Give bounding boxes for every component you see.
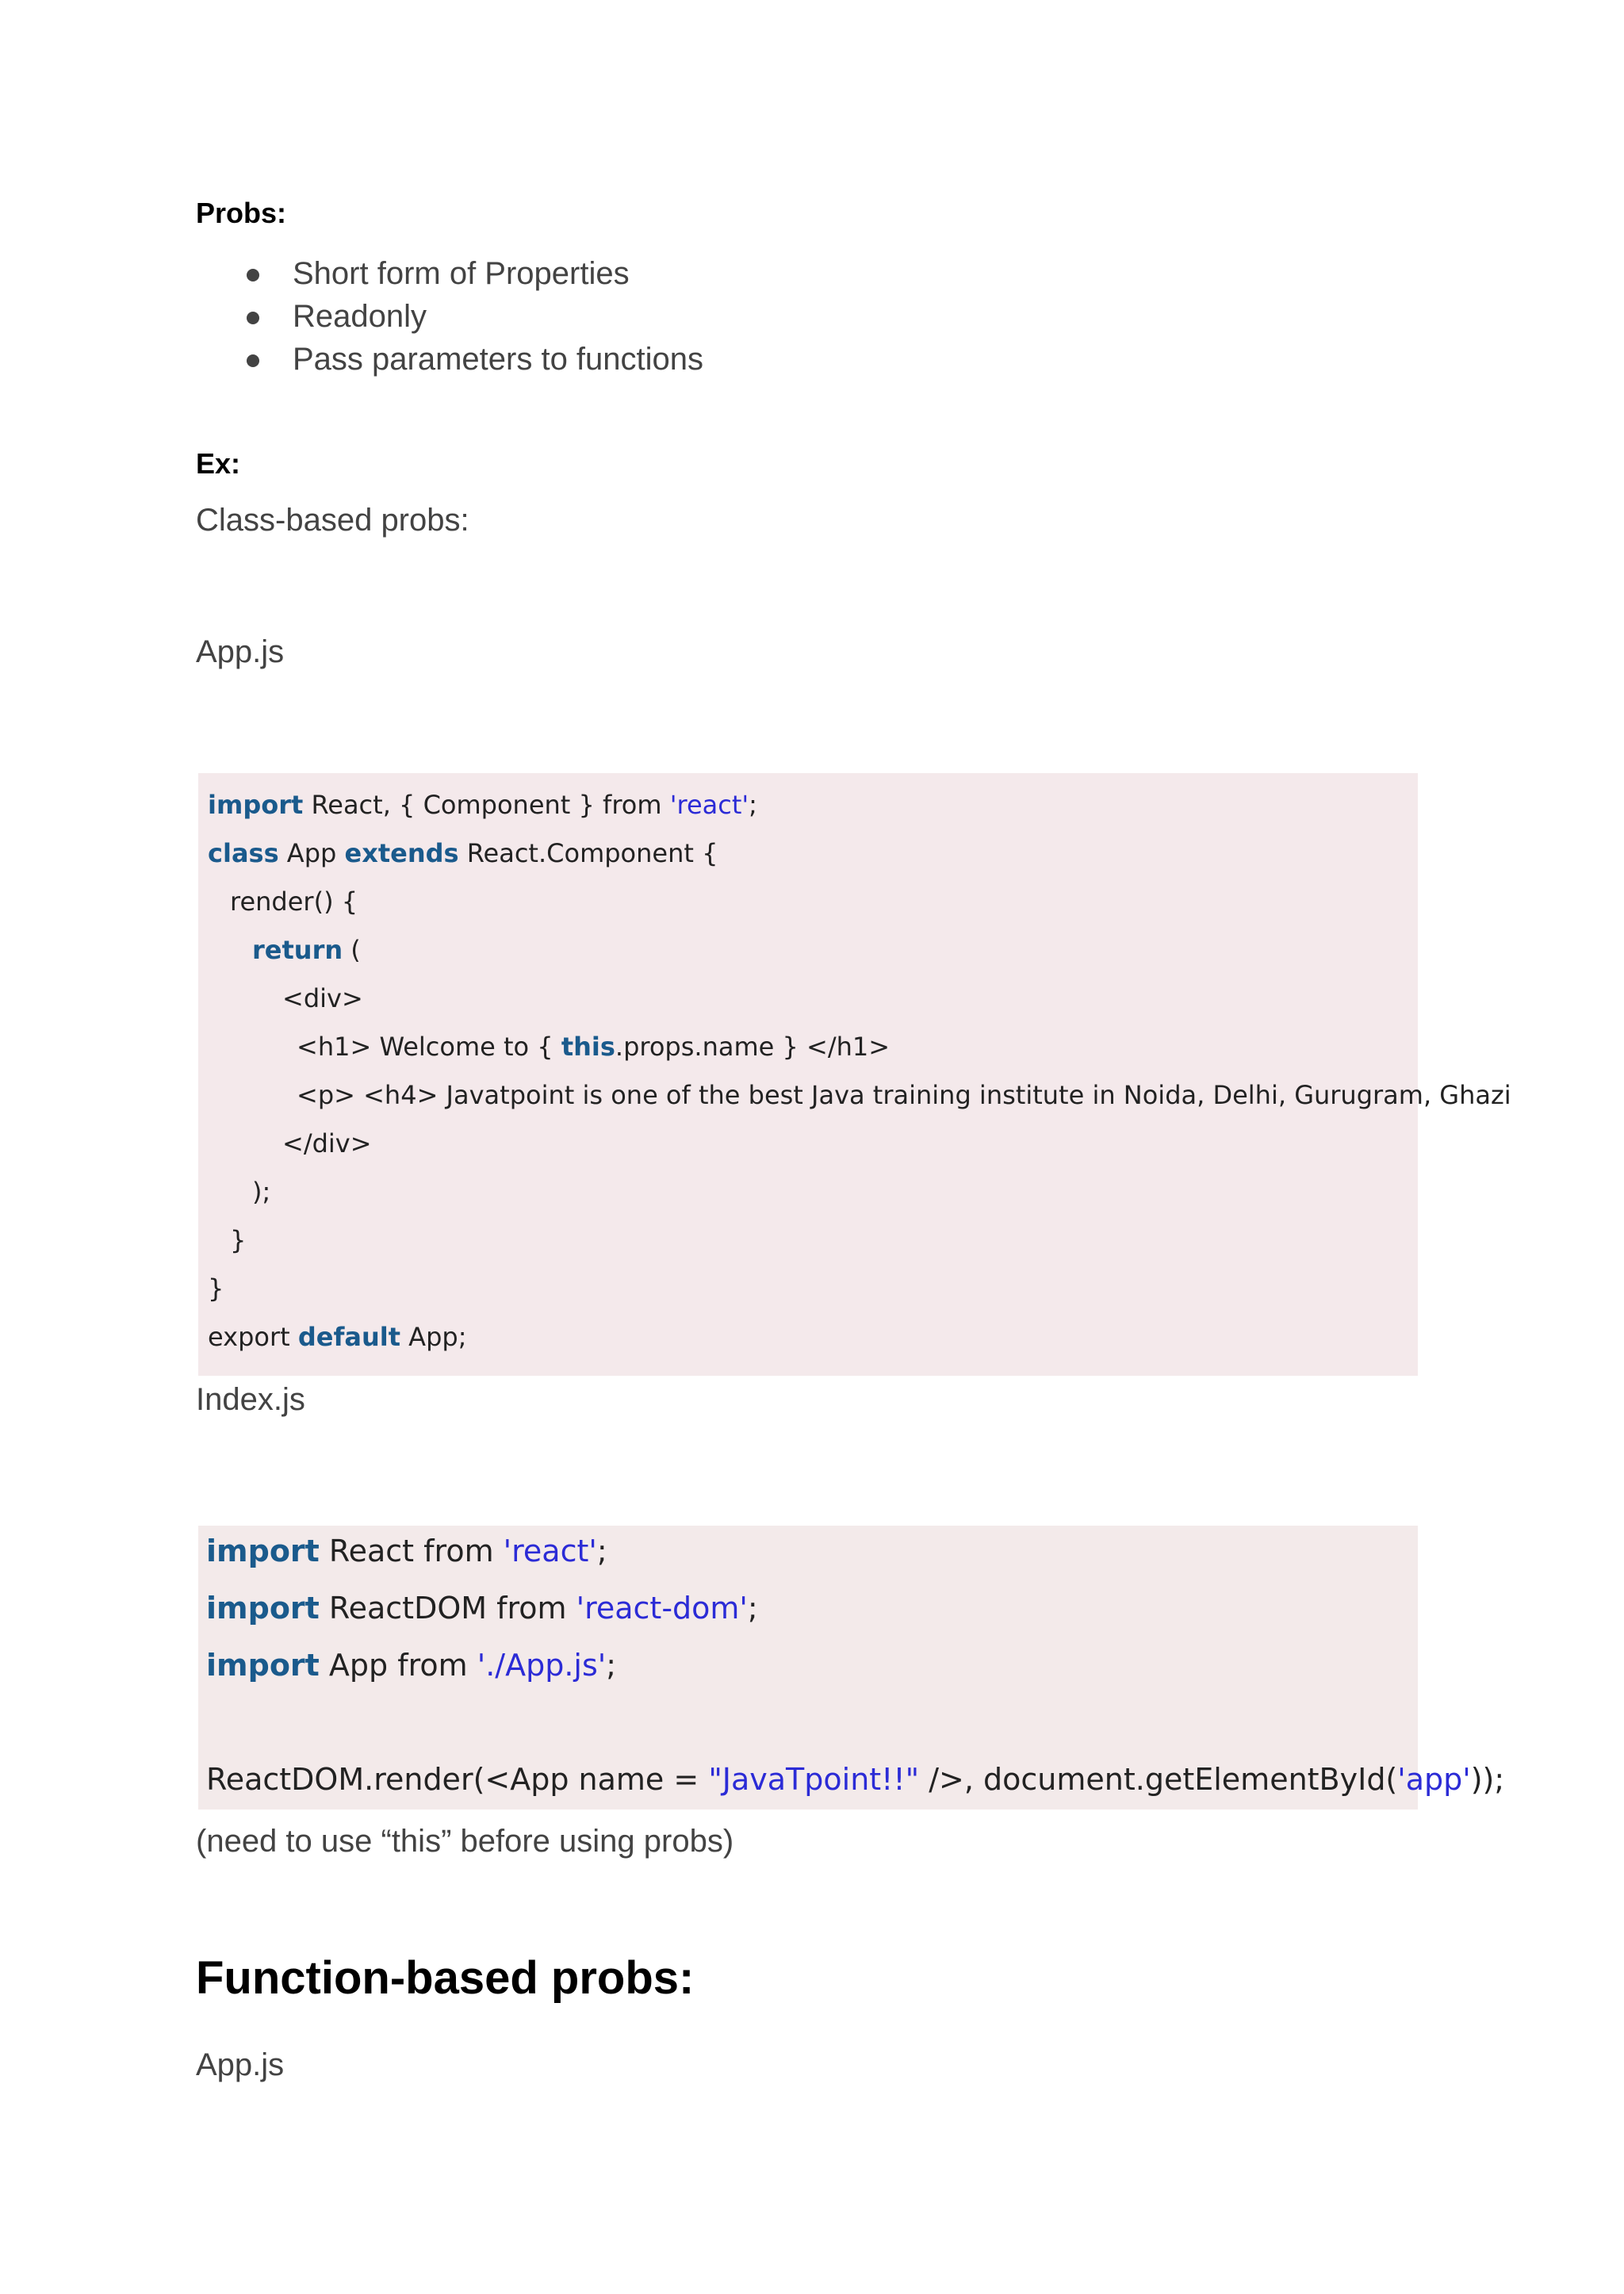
code-line: ); (252, 1177, 271, 1207)
bullet-dot-icon (247, 312, 259, 324)
code-line: } (230, 1225, 247, 1255)
code-line: ReactDOM.render(<App name = "JavaTpoint!!" />, document.getElementById('app')); (206, 1762, 1505, 1797)
appjs2-label: App.js (196, 2047, 285, 2082)
code-block-appjs (198, 773, 1511, 1376)
bullet-dot-icon (247, 354, 259, 367)
code-line: import App from './App.js'; (206, 1648, 617, 1683)
code-line: class App extends React.Component { (208, 838, 718, 868)
code-line: <p> <h4> Javatpoint is one of the best Java training institute in Noida, Delhi, Gurugram, Ghazi (297, 1080, 1511, 1110)
appjs-label: App.js (196, 634, 285, 669)
this-note: (need to use “this” before using probs) (196, 1824, 734, 1859)
list-item-text: Short form of Properties (293, 256, 630, 291)
list-item (196, 338, 703, 381)
probs-label: Probs: (196, 197, 287, 229)
list-item-text: Readonly (293, 299, 427, 334)
code-block-indexjs (198, 1526, 1505, 1810)
ex-label: Ex: (196, 447, 241, 480)
code-line: return ( (252, 935, 361, 965)
code-line: import React, { Component } from 'react'; (208, 790, 757, 820)
code-line: import React from 'react'; (206, 1534, 607, 1568)
code-line: <h1> Welcome to { this.props.name } </h1> (297, 1032, 891, 1062)
code-line: export default App; (208, 1322, 467, 1352)
bullet-dot-icon (247, 269, 259, 281)
code-line: <div> (282, 983, 363, 1013)
code-line: } (208, 1273, 224, 1304)
indexjs-label: Index.js (196, 1382, 305, 1417)
code-line: render() { (230, 887, 358, 917)
class-based-label: Class-based probs: (196, 503, 469, 538)
code-line: </div> (282, 1128, 372, 1158)
list-item (196, 295, 703, 338)
code-line: import ReactDOM from 'react-dom'; (206, 1591, 758, 1626)
list-item (196, 252, 703, 295)
function-based-heading: Function-based probs: (196, 1952, 695, 2004)
list-item-text: Pass parameters to functions (293, 342, 704, 377)
probs-list (196, 252, 703, 381)
